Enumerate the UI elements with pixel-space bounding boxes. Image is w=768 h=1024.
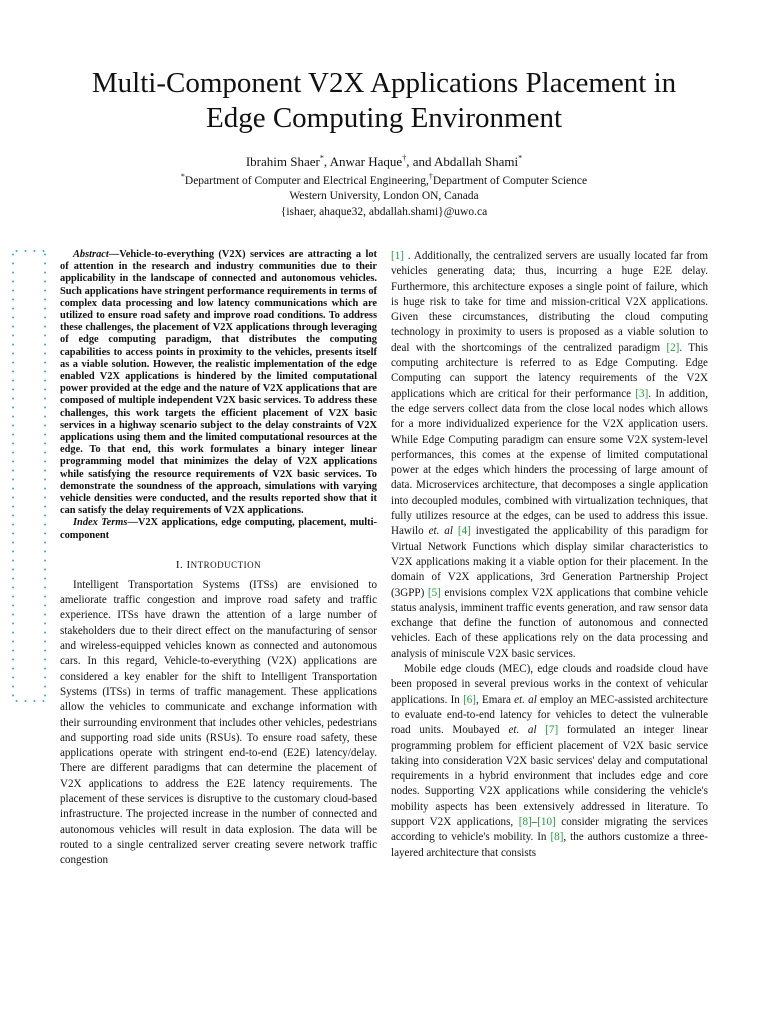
author-3: Abdallah Shami <box>434 154 519 169</box>
citation-link[interactable]: [5] <box>427 586 441 599</box>
index-terms-label: Index Terms <box>73 517 128 529</box>
link-annotation-border-top <box>12 250 46 252</box>
title-line-1: Multi-Component V2X Applications Placement in <box>91 67 677 99</box>
section-title-first: I <box>186 558 191 571</box>
paragraph-text: , the authors customize a three-layered architecture that consists <box>391 831 708 859</box>
intro-paragraph-3 <box>391 662 708 861</box>
paragraph-text: employ an MEC-assisted architecture to evaluate end-to-end latency for vehicles to detect the vulnerable road units. Moubayed <box>391 693 708 737</box>
author-1: Ibrahim Shaer <box>245 154 320 169</box>
affil-dept-2: Department of Computer Science <box>432 175 588 187</box>
abstract-label: Abstract <box>73 249 109 260</box>
author-3-mark: * <box>518 153 523 163</box>
affiliation-emails: {ishaer, ahaque32, abdallah.shami}@uwo.ca <box>280 206 488 218</box>
citation-range-dash: – <box>531 815 538 828</box>
citation-link[interactable]: [8] <box>518 815 532 828</box>
index-terms-text: —V2X applications, edge computing, placement, multi-component <box>60 517 377 541</box>
left-column <box>60 249 377 869</box>
intro-paragraph-1: Intelligent Transportation Systems (ITSs) are envisioned to ameliorate traffic congestion and improve road safety and traffic experience. ITSs have drawn the attention of a large number of stakeholders due to their direct effect on the manufacturing of sensor and wireless-equipped vehicles known as connected and autonomous cars. In this regard, Vehicle-to-everything (V2X) applications are considered a key enabler for the shift to Intelligent Transportation Systems (ITSs) in terms of traffic management. These applications allow the vehicles to communicate and exchange information with their surrounding environment that includes other vehicles, pedestrians and supporting road side units (RSUs). To ensure road safety, these applications operate with stringent end-to-end (E2E) latency/delay. There are different paradigms that can determine the placement of V2X applications to address the E2E latency requirements. The placement of these services is disruptive to the customary cloud-based infrastructure. The projected increase in the number of connected and autonomous vehicles will result in data explosion. The data will be routed to a single centralized server creating severe network traffic congestion <box>60 578 377 867</box>
section-title-rest: NTRODUCTION <box>190 559 262 570</box>
abstract <box>60 249 377 517</box>
abstract-text: —Vehicle-to-everything (V2X) services are attracting a lot of attention in the research and industry communities due to their applicability in the landscape of connected and autonomous vehicles. Such applications have stringent performance requirements in terms of complex data processing and low latency communications which are utilized to ensure road safety and improve road conditions. To address these challenges, the placement of V2X applications through leveraging of edge computing paradigm, that distributes the computing capabilities to access points in proximity to the vehicles, presents itself as a viable solution. However, the realistic implementation of the edge enabled V2X applications is hindered by the limited computational power provided at the edge and the nature of V2X applications that are composed of multiple independent V2X basic services. To address these challenges, this work targets the efficient placement of V2X basic services in a highway scenario subject to the delay constraints of V2X applications using them and the limited computational resources at the edge. To that end, this work formulates a binary integer linear programming model that minimizes the delay of V2X applications while satisfying the resource requirements of V2X basic services. To demonstrate the soundness of the approach, simulations with varying vehicle densities were conducted, and the results reported show that it can satisfy the delay requirements of V2X applications. <box>60 249 377 517</box>
et-al: et. al <box>508 724 537 737</box>
paragraph-text: . This computing architecture is referred to as Edge Computing. Edge Computing can support the latency requirements of the V2X applications which are critical for their performance <box>391 341 708 400</box>
author-2-mark: † <box>402 153 407 163</box>
citation-link[interactable]: [10] <box>537 815 556 828</box>
author-list <box>40 154 728 170</box>
right-column <box>391 249 708 861</box>
citation-link[interactable]: [8] <box>550 831 564 844</box>
paragraph-text: Mobile edge clouds (MEC), edge clouds and roadside cloud have been proposed in several previous works in the context of vehicular applications. In <box>391 663 708 706</box>
affil-mark-1: * <box>180 172 185 182</box>
author-sep-2: , and <box>406 154 435 169</box>
paragraph-text: investigated the applicability of this paradigm for Virtual Network Functions which display similar characteristics to V2X applications making it a viable option for their placement. In the domain of V2X applications, 3rd Generation Partnership Project (3GPP) <box>391 525 709 599</box>
section-number: I. <box>175 558 184 571</box>
intro-paragraph-2 <box>391 249 708 662</box>
citation-link[interactable]: [6] <box>463 693 476 706</box>
paragraph-text: , Emara <box>476 693 515 706</box>
affiliation-departments <box>40 174 728 188</box>
citation-link[interactable]: [1] <box>391 250 404 262</box>
citation-link[interactable]: [2] <box>666 341 680 354</box>
paragraph-text: formulated an integer linear programming problem for efficient placement of V2X basic service taking into consideration V2X basic services' delay and computational requirements in a hybrid environment that includes edge and core nodes. Supporting V2X applications while considering the vehicle's mobility aspects has been extensively addressed in literature. To support V2X applications, <box>391 724 709 828</box>
paragraph-text: . In addition, the edge servers collect data from the close local nodes which allows for a more individualized experience for the V2X application users. While Edge Computing paradigm can ensure some V2X system-level performances, this comes at the expense of limited computational power at the edges which hinders the processing of large amount of data. Microservices architecture, that decomposes a single application into decoupled modules, combined with virtualization techniques, that fully utilizes resource at the edges, can be used to address this issue. Hawilo <box>391 387 708 538</box>
author-sep-1: , <box>323 154 330 169</box>
paragraph-text: consider migrating the services according to vehicle's mobility. In <box>391 815 708 844</box>
citation-link[interactable]: [7] <box>545 724 559 737</box>
link-annotation-border-right <box>44 250 46 702</box>
et-al: et. al <box>514 693 537 706</box>
affiliation-university: Western University, London ON, Canada <box>289 190 479 202</box>
paragraph-text: . Additionally, the centralized servers are usually located far from vehicles generating data; thus, incurring a huge E2E delay. Furthermore, this architecture exposes a single point of failure, which is huge risk to take for time and mission-critical V2X applications. Given these circumstances, distributing the cloud computing technology in proximity to users is proposed as a viable solution to deal with the shortcomings of the centralized paradigm <box>391 250 708 354</box>
citation-link[interactable]: [4] <box>457 525 471 538</box>
index-terms <box>60 517 377 541</box>
et-al: et. al <box>428 525 453 538</box>
citation-link[interactable]: [3] <box>635 387 649 400</box>
paper-title <box>40 66 728 136</box>
paragraph-text: envisions complex V2X applications that combine vehicle status analysis, imminent traffic events generation, and raw sensor data exchange that define the function of autonomous and connected vehicles. Each of these applications rely on the data processing and analysis of miniscule V2X basic services. <box>391 586 708 660</box>
affil-dept-1: Department of Computer and Electrical Engineering, <box>184 175 429 187</box>
author-1-mark: * <box>319 153 324 163</box>
author-2: Anwar Haque <box>329 154 403 169</box>
title-line-2: Edge Computing Environment <box>205 102 562 134</box>
affil-mark-2: † <box>428 172 433 182</box>
link-annotation-border-left <box>12 250 14 702</box>
section-heading-introduction <box>60 558 377 572</box>
link-annotation-border-bottom <box>12 700 46 702</box>
